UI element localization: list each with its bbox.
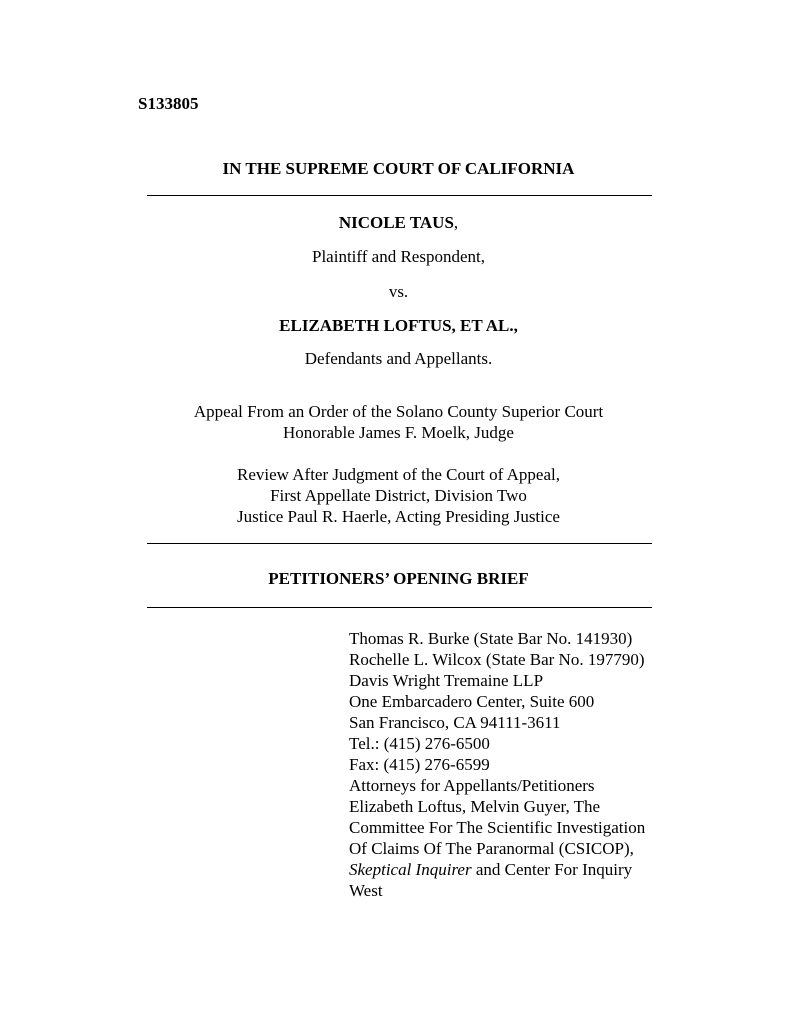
representation-line-rest: and Center For Inquiry xyxy=(471,860,633,879)
firm-telephone: Tel.: (415) 276-6500 xyxy=(349,734,490,753)
attorney-line: Rochelle L. Wilcox (State Bar No. 197790) xyxy=(349,650,645,669)
divider-middle xyxy=(147,543,652,544)
versus: vs. xyxy=(388,282,409,301)
publication-title: Skeptical Inquirer xyxy=(349,860,472,879)
appeal-line-1: Appeal From an Order of the Solano County Superior Court xyxy=(193,402,604,421)
attorney-block xyxy=(349,628,779,901)
firm-address-street: One Embarcadero Center, Suite 600 xyxy=(349,692,595,711)
representation-line: Attorneys for Appellants/Petitioners xyxy=(349,776,595,795)
plaintiff-name: NICOLE TAUS xyxy=(338,213,454,232)
representation-line xyxy=(349,859,779,880)
divider-top xyxy=(147,195,652,196)
firm-name: Davis Wright Tremaine LLP xyxy=(349,671,544,690)
review-line-1: Review After Judgment of the Court of Appeal, xyxy=(237,465,560,484)
defendant-name: ELIZABETH LOFTUS, ET AL., xyxy=(279,316,518,335)
review-line-3: Justice Paul R. Haerle, Acting Presiding Justice xyxy=(237,507,560,526)
plaintiff-role: Plaintiff and Respondent, xyxy=(312,247,485,266)
attorney-line: Thomas R. Burke (State Bar No. 141930) xyxy=(349,629,633,648)
court-heading: IN THE SUPREME COURT OF CALIFORNIA xyxy=(222,159,575,178)
firm-address-city: San Francisco, CA 94111-3611 xyxy=(349,713,561,732)
appeal-line-2: Honorable James F. Moelk, Judge xyxy=(283,423,514,442)
case-number: S133805 xyxy=(138,94,199,113)
representation-line: Elizabeth Loftus, Melvin Guyer, The xyxy=(349,797,601,816)
plaintiff-name-suffix: , xyxy=(453,213,459,232)
plaintiff-name-line xyxy=(0,212,791,233)
representation-line: Of Claims Of The Paranormal (CSICOP), xyxy=(349,839,634,858)
representation-line: West xyxy=(349,881,383,900)
firm-fax: Fax: (415) 276-6599 xyxy=(349,755,490,774)
review-line-2: First Appellate District, Division Two xyxy=(270,486,527,505)
divider-bottom xyxy=(147,607,652,608)
defendant-role: Defendants and Appellants. xyxy=(304,349,493,368)
representation-line: Committee For The Scientific Investigation xyxy=(349,818,646,837)
brief-title: PETITIONERS’ OPENING BRIEF xyxy=(268,569,529,588)
